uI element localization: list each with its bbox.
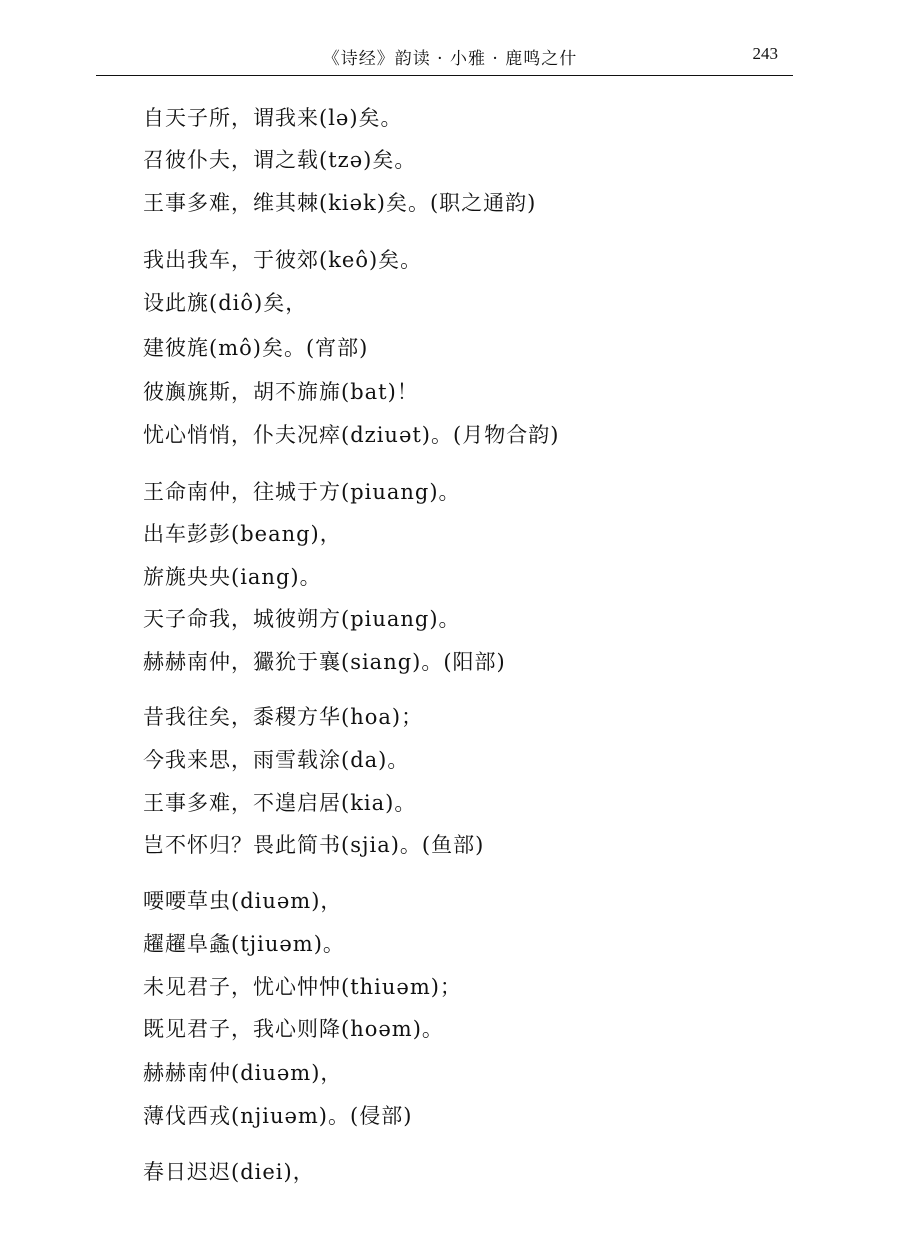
poem-line: 既见君子，我心则降(hoəm)。 <box>143 1017 444 1041</box>
poem-line: 王事多难，维其棘(kiək)矣。(职之通韵) <box>143 191 537 215</box>
poem-line: 王事多难，不遑启居(kia)。 <box>143 791 417 815</box>
poem-line: 春日迟迟(diei)， <box>143 1160 315 1184</box>
header-divider <box>96 75 793 76</box>
poem-line: 趯趯阜螽(tjiuəm)。 <box>143 932 345 956</box>
poem-line: 薄伐西戎(njiuəm)。(侵部) <box>143 1104 413 1128</box>
poem-line: 未见君子，忧心忡忡(thiuəm)； <box>143 975 462 999</box>
poem-line: 赫赫南仲(diuəm)， <box>143 1061 343 1085</box>
poem-line: 喓喓草虫(diuəm)， <box>143 889 343 913</box>
poem-line: 自天子所，谓我来(lə)矣。 <box>143 106 403 130</box>
page-number: 243 <box>752 44 778 63</box>
poem-line: 昔我往矣，黍稷方华(hoa)； <box>143 705 424 729</box>
poem-line: 召彼仆夫，谓之载(tzə)矣。 <box>143 148 417 172</box>
poem-line: 旂旐央央(iang)。 <box>143 565 322 589</box>
running-head-title: 《诗经》韵读 · 小雅 · 鹿鸣之什 <box>322 49 578 69</box>
poem-line: 建彼旄(mô)矣。(宵部) <box>143 336 369 360</box>
poem-line: 王命南仲，往城于方(piuang)。 <box>143 480 461 504</box>
poem-line: 彼旟旐斯，胡不旆旆(bat)！ <box>143 380 419 404</box>
poem-line: 赫赫南仲，玁狁于襄(siang)。(阳部) <box>143 650 506 674</box>
poem-line: 我出我车，于彼郊(keô)矣。 <box>143 248 423 272</box>
poem-line: 今我来思，雨雪载涂(da)。 <box>143 748 410 772</box>
poem-line: 天子命我，城彼朔方(piuang)。 <box>143 607 461 631</box>
poem-line: 岂不怀归？畏此简书(sjia)。(鱼部) <box>143 833 485 857</box>
poem-line: 忧心悄悄，仆夫况瘁(dziuət)。(月物合韵) <box>143 423 560 447</box>
poem-line: 出车彭彭(beang)， <box>143 522 342 546</box>
poem-line: 设此旐(diô)矣， <box>143 291 308 315</box>
